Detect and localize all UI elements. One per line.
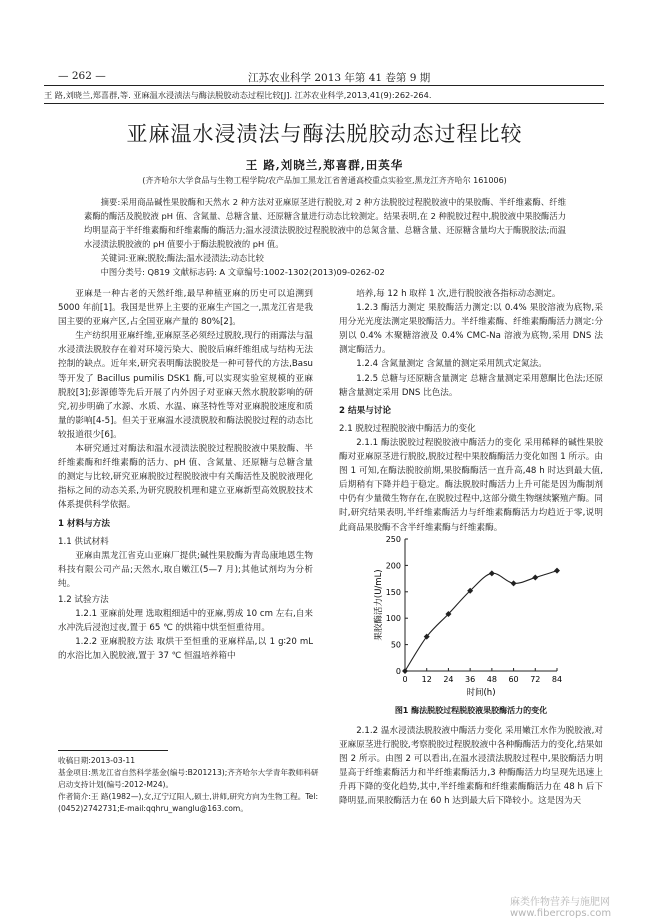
x-axis-label: 时间(h) (466, 688, 496, 698)
y-tick-label: 150 (385, 587, 401, 597)
x-tick-label: 48 (486, 675, 497, 684)
x-tick-label: 84 (551, 675, 563, 684)
section-heading: 1 材料与方法 (58, 518, 110, 529)
y-tick-label: 250 (385, 535, 401, 544)
paragraph: 1.2.4 含氮量测定 含氮量的测定采用凯式定氮法。 (356, 359, 547, 370)
subsection-heading: 1.2 试验方法 (58, 594, 109, 605)
page-number: — 262 — (58, 70, 106, 82)
footnote-rule (58, 750, 168, 751)
citation-line: 王 路,刘晓兰,郑喜群,等. 亚麻温水浸渍法与酶法脱胶动态过程比较[J]. 江苏农业科学,2013,41(9):262-264. (44, 90, 432, 100)
data-point (554, 568, 560, 574)
subsection-heading: 2.1 脱胶过程脱胶液中酶活力的变化 (339, 423, 476, 434)
header-rule (44, 85, 604, 86)
paragraph: 2.1.2 温水浸渍法脱胶液中酶活力变化 采用嫩江水作为脱胶液,对亚麻原茎进行脱胶,考察脱胶过程脱胶液中各种酶酶活力的变化,结果如图 2 所示。由图 2 可以看出,在温水浸渍法脱胶过程中,果胶酶活力明显高于纤维素酶活力和半纤维素酶活力,3 种酶酶活力均呈现先迅速上升再下降的变化趋势,其中,半纤维素酶和纤维素酶酶活力在 48 h 后下降明显,而果胶酶活力在 60 h 达到最大后下降较小。这是因为天 (339, 726, 603, 807)
right-column-bottom (339, 724, 603, 809)
footnote-received: 收稿日期:2013-03-11 (58, 756, 136, 765)
x-tick-label: 12 (421, 675, 432, 684)
x-tick-label: 0 (402, 675, 408, 684)
line-chart (339, 525, 603, 705)
affiliation: (齐齐哈尔大学食品与生物工程学院/农产品加工黑龙江省普通高校重点实验室,黑龙江齐齐哈尔 161006) (142, 176, 507, 185)
y-tick-label: 50 (390, 640, 401, 650)
x-tick-label: 36 (465, 675, 476, 684)
paragraph: 1.2.1 亚麻前处理 选取粗细适中的亚麻,剪成 10 cm 左右,自来水冲洗后浸泡过夜,置于 65 ℃ 的烘箱中烘至恒重待用。 (58, 609, 313, 634)
right-column (339, 287, 603, 535)
paragraph: 生产纺织用亚麻纤维,亚麻原茎必须经过脱胶,现行的雨露法与温水浸渍法脱胶存在着对环境污染大、脱胶后麻纤维组成与结构无法控制的缺点。近年来,研究表明酶法脱胶是一种可替代的方法,Basu 等开发了 Bacillus pumilis DSK1 酶,可以实现实验室规模的亚麻脱胶[3];彭源德等先后开展了内外因子对亚麻天然水脱胶影响的研究,初步明确了水源、水质、水温、麻茎特性等对亚麻脱胶速度和质量的影响[4-5]。但关于亚麻温水浸渍脱胶和酶法脱胶过程的动态比较报道很少[6]。 (58, 331, 313, 440)
y-tick-label: 100 (385, 614, 401, 624)
data-point (532, 575, 538, 581)
classification-line: 中图分类号: Q819 文献标志码: A 文章编号:1002-1302(2013)09-0262-02 (100, 267, 385, 277)
y-axis-label: 果胶酶活力(U/mL) (374, 569, 384, 641)
authors: 王 路,刘晓兰,郑喜群,田英华 (245, 158, 404, 172)
x-tick-label: 24 (443, 675, 454, 684)
data-point (511, 580, 517, 586)
x-tick-label: 72 (530, 675, 541, 684)
paragraph: 本研究通过对酶法和温水浸渍法脱胶过程脱胶液中果胶酶、半纤维素酶和纤维素酶的活力、pH 值、含氮量、还原糖与总糖含量的测定与比较,研究亚麻脱胶过程脱胶液中有关酶活性及脱胶液理化指标之间的动态关系,为研究脱胶机理和建立亚麻新型高效脱胶技术体系提供科学依据。 (58, 444, 313, 511)
keywords: 关键词:亚麻;脱胶;酶法;温水浸渍法;动态比较 (100, 253, 264, 263)
watermark: 麻类作物营养与施肥网 www.fibercrops.com (510, 897, 612, 919)
citation-rule (44, 103, 604, 104)
data-point (402, 668, 408, 674)
x-tick-label: 60 (508, 675, 519, 684)
data-point (489, 570, 495, 576)
footnotes (58, 755, 320, 815)
figure-caption: 图1 酶法脱胶过程脱胶液果胶酶活力的变化 (394, 706, 548, 715)
paper-title: 亚麻温水浸渍法与酶法脱胶动态过程比较 (126, 122, 523, 146)
paragraph: 2.1.1 酶法脱胶过程脱胶液中酶活力的变化 采用稀释的碱性果胶酶对亚麻原茎进行脱胶,脱胶过程中果胶酶酶活力变化如图 1 所示。由图 1 可知,在酶法脱胶前期,果胶酶酶活一直升高,48 h 时达到最大值,后期稍有下降并趋于稳定。酶法脱胶时酶活力上升可能是因为酶制剂中仍有少量微生物存在,在脱胶过程中,这部分微生物继续繁殖产酶。同时,研究结果表明,半纤维素酶活力与纤维素酶酶活力均趋近于零,说明此商品果胶酶不含半纤维素酶与纤维素酶。 (339, 437, 603, 533)
section-heading: 2 结果与讨论 (339, 405, 391, 416)
paragraph: 亚麻是一种古老的天然纤维,最早种植亚麻的历史可以追溯到 5000 年前[1]。我国是世界上主要的亚麻生产国之一,黑龙江省是我国主要的亚麻产区,占全国亚麻产量的 80%[2]。 (58, 289, 313, 328)
y-tick-label: 0 (395, 667, 401, 676)
figure-1 (339, 525, 603, 705)
paragraph: 亚麻由黑龙江省克山亚麻厂提供;碱性果胶酶为青岛康地恩生物科技有限公司产品;天然水,取自嫩江(5—7 月);其他试剂均为分析纯。 (58, 550, 313, 589)
journal-header: 江苏农业科学 2013 年第 41 卷第 9 期 (248, 72, 431, 84)
left-column (58, 287, 313, 663)
series-line (405, 571, 557, 671)
paragraph: 1.2.3 酶活力测定 果胶酶活力测定:以 0.4% 果胶溶液为底物,采用分光光度法测定果胶酶活力。半纤维素酶、纤维素酶酶活力测定:分别以 0.4% 木聚糖溶液及 0.4% CMC-Na 溶液为底物,采用 DNS 法测定酶活力。 (339, 303, 603, 356)
footnote-author: 作者简介:王 路(1982—),女,辽宁辽阳人,硕士,讲师,研究方向为生物工程。Tel:(0452)2742731;E-mail:qqhru_wanglu@163.com。 (58, 792, 319, 813)
abstract-block (84, 195, 566, 279)
abstract-text: 摘要:采用商品碱性果胶酶和天然水 2 种方法对亚麻原茎进行脱胶,对 2 种方法脱胶过程脱胶液中的果胶酶、半纤维素酶、纤维素酶的酶活及脱胶液 pH 值、含氮量、总糖含量、还原糖含量进行动态比较测定。结果表明,在 2 种脱胶过程中,脱胶液中果胶酶活力均明显高于半纤维素酶和纤维素酶的酶活力;温水浸渍法脱胶过程脱胶液中的总氮含量、总糖含量、还原糖含量均大于酶脱胶法;而温水浸渍法脱胶液的 pH 值要小于酶法脱胶液的 pH 值。 (84, 197, 566, 249)
y-tick-label: 200 (385, 561, 401, 571)
paragraph: 培养,每 12 h 取样 1 次,进行脱胶液各指标动态测定。 (356, 289, 561, 299)
footnote-fund: 基金项目:黑龙江省自然科学基金(编号:B201213);齐齐哈尔大学青年教师科研启动支持计划(编号:2012-M24)。 (58, 768, 319, 789)
paragraph: 1.2.5 总糖与还原糖含量测定 总糖含量测定采用蒽酮比色法;还原糖含量测定采用 DNS 比色法。 (339, 373, 603, 398)
paragraph: 1.2.2 亚麻脱胶方法 取烘干至恒重的亚麻样品,以 1 g∶20 mL 的水浴比加入脱胶液,置于 37 ℃ 恒温培养箱中 (58, 637, 313, 662)
subsection-heading: 1.1 供试材料 (58, 536, 109, 547)
